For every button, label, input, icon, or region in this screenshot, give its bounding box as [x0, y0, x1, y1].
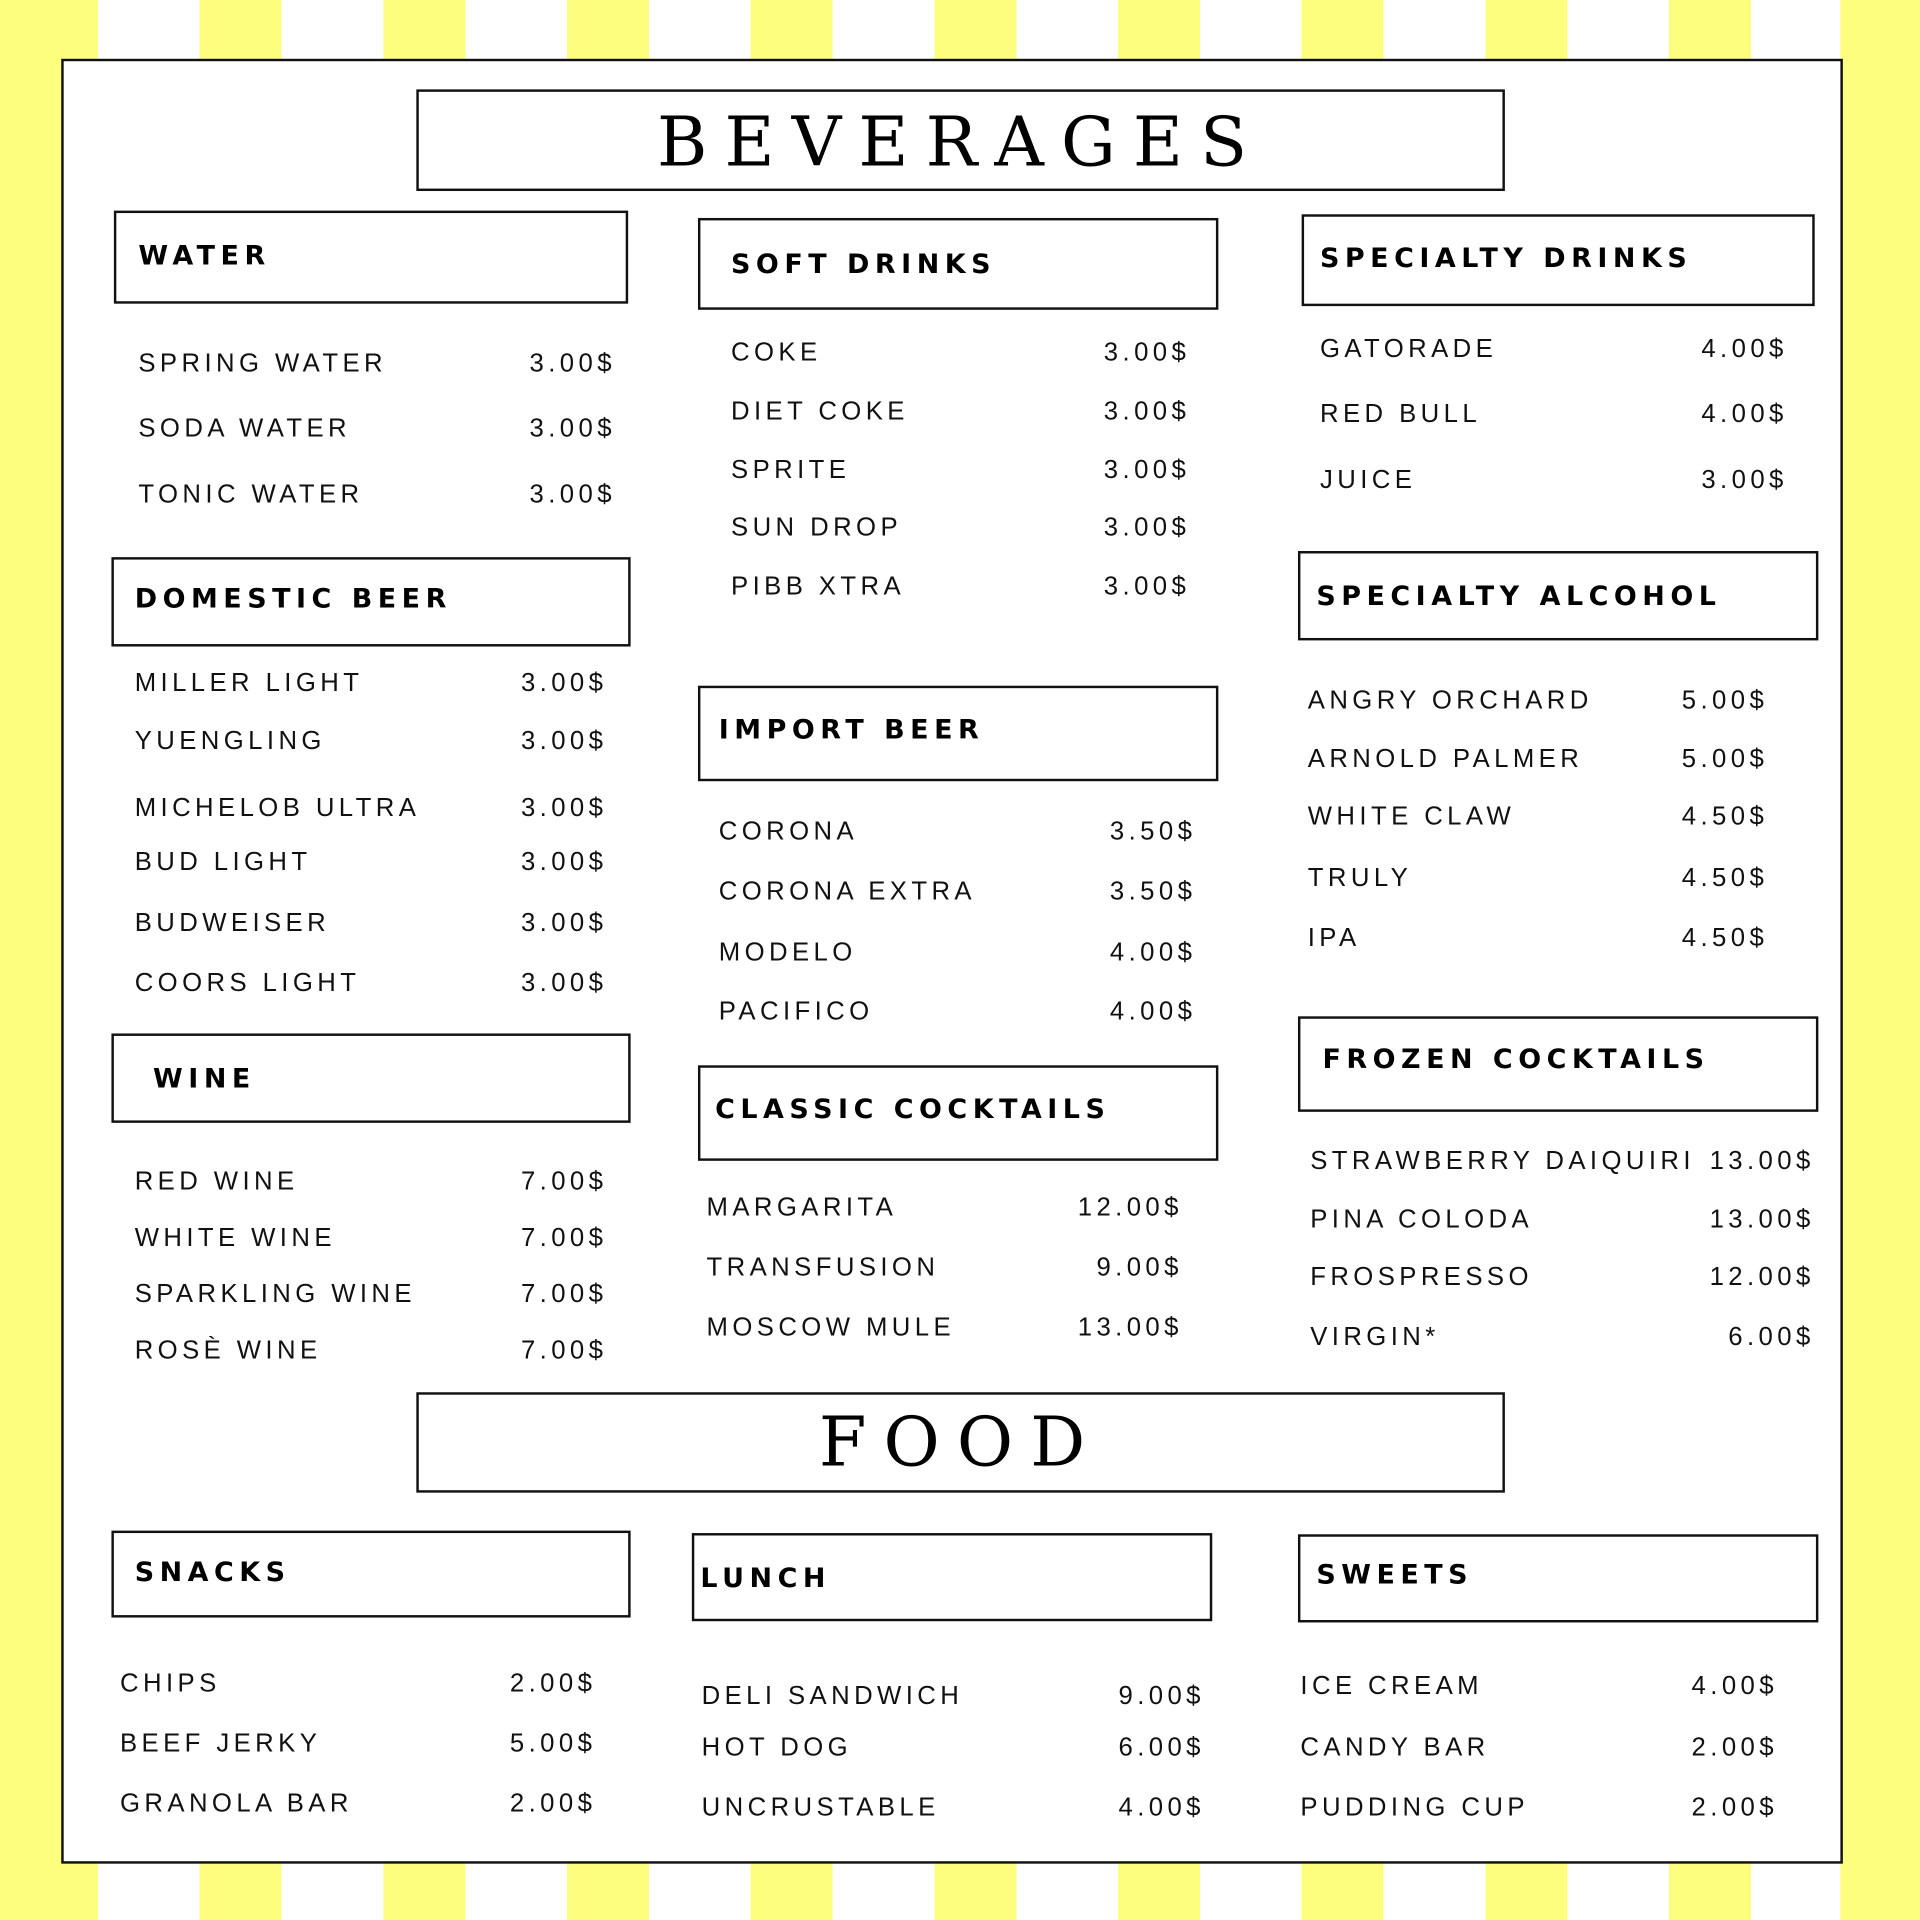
menu-item-price: 3.00$: [529, 349, 616, 378]
section-title: DOMESTIC BEER: [134, 584, 452, 615]
menu-item-name: GATORADE: [1320, 334, 1498, 364]
menu-item-name: ANGRY ORCHARD: [1307, 686, 1593, 715]
menu-item-name: PINA COLODA: [1310, 1205, 1534, 1234]
menu-item-price: 4.00$: [1691, 1672, 1778, 1701]
menu-item-name: CANDY BAR: [1300, 1733, 1490, 1762]
menu-item-name: TONIC WATER: [138, 480, 364, 509]
section-title: LUNCH: [700, 1563, 831, 1595]
menu-item-name: WHITE WINE: [134, 1223, 336, 1253]
menu-item-price: 6.00$: [1728, 1323, 1815, 1352]
menu-item-price: 3.00$: [520, 794, 608, 823]
menu-item-name: SPRING WATER: [138, 349, 387, 378]
menu-item-price: 4.50$: [1681, 802, 1769, 831]
menu-item-price: 3.00$: [1103, 572, 1191, 601]
menu-item-name: BUDWEISER: [134, 909, 331, 938]
section-title: WATER: [138, 241, 271, 272]
left-stripe: [0, 0, 61, 1920]
menu-item-price: 13.00$: [1709, 1146, 1815, 1175]
menu-item-price: 3.00$: [1103, 338, 1191, 367]
menu-item-name: MICHELOB ULTRA: [134, 794, 421, 823]
menu-item-name: ARNOLD PALMER: [1307, 745, 1584, 774]
menu-item-name: JUICE: [1320, 465, 1417, 495]
menu-item-price: 4.00$: [1118, 1793, 1205, 1822]
menu-item-price: 3.00$: [520, 847, 608, 877]
menu-item-name: BEEF JERKY: [120, 1729, 322, 1758]
section-title: SOFT DRINKS: [731, 249, 997, 281]
menu-item-price: 2.00$: [1691, 1733, 1778, 1762]
menu-item-price: 4.50$: [1681, 923, 1769, 953]
section-title: SWEETS: [1316, 1560, 1474, 1591]
menu-item-price: 5.00$: [1681, 686, 1769, 715]
menu-item-price: 4.00$: [1701, 334, 1788, 364]
menu-item-name: BUD LIGHT: [134, 847, 312, 877]
menu-item-price: 2.00$: [1691, 1793, 1778, 1822]
food-title: FOOD: [818, 1403, 1103, 1483]
beverages-title: BEVERAGES: [656, 102, 1265, 183]
menu-item-price: 3.00$: [520, 969, 608, 998]
menu-item-name: MODELO: [718, 938, 857, 967]
menu-item-name: VIRGIN*: [1310, 1323, 1440, 1352]
section-title: CLASSIC COCKTAILS: [715, 1094, 1111, 1126]
menu-item-price: 3.00$: [520, 909, 608, 938]
menu-item-price: 3.00$: [520, 669, 608, 698]
menu-item-price: 3.00$: [529, 480, 616, 509]
menu-item-price: 12.00$: [1709, 1263, 1815, 1292]
menu-item-name: ROSÈ WINE: [134, 1336, 322, 1365]
beverages-header-box: [416, 89, 1505, 191]
menu-item-price: 3.50$: [1109, 817, 1197, 846]
food-header-box: [416, 1392, 1505, 1492]
menu-item-price: 6.00$: [1118, 1733, 1205, 1762]
menu-item-name: CORONA: [718, 817, 859, 846]
menu-item-price: 12.00$: [1077, 1193, 1183, 1222]
menu-item-name: MARGARITA: [706, 1193, 898, 1222]
menu-item-price: 3.00$: [1103, 513, 1191, 542]
menu-item-price: 13.00$: [1077, 1313, 1183, 1342]
menu-item-price: 7.00$: [520, 1336, 608, 1365]
menu-item-name: PACIFICO: [718, 997, 874, 1026]
menu-item-price: 9.00$: [1096, 1253, 1183, 1282]
menu-item-price: 3.00$: [1701, 465, 1788, 495]
menu-item-name: SODA WATER: [138, 414, 352, 443]
menu-item-name: CORONA EXTRA: [718, 877, 976, 906]
menu-item-price: 5.00$: [1681, 745, 1769, 774]
menu-item-name: PIBB XTRA: [731, 572, 906, 601]
menu-item-name: TRANSFUSION: [706, 1253, 940, 1282]
right-stripe: [1840, 0, 1920, 1920]
menu-item-name: SUN DROP: [731, 513, 903, 542]
section-title: SPECIALTY ALCOHOL: [1316, 581, 1722, 613]
section-title: WINE: [153, 1064, 256, 1095]
menu-item-name: YUENGLING: [134, 726, 326, 755]
menu-item-name: SPARKLING WINE: [134, 1280, 416, 1309]
menu-item-price: 4.00$: [1109, 997, 1197, 1026]
menu-item-price: 4.50$: [1681, 863, 1769, 893]
menu-item-name: GRANOLA BAR: [120, 1789, 353, 1818]
menu-item-price: 2.00$: [509, 1669, 597, 1698]
menu-item-price: 13.00$: [1709, 1205, 1815, 1234]
menu-item-price: 9.00$: [1118, 1681, 1205, 1711]
menu-item-name: COKE: [731, 338, 822, 367]
menu-item-name: COORS LIGHT: [134, 969, 361, 998]
menu-item-price: 4.00$: [1701, 399, 1788, 428]
menu-item-name: MOSCOW MULE: [706, 1313, 956, 1342]
menu-item-price: 2.00$: [509, 1789, 597, 1818]
menu-item-price: 7.00$: [520, 1223, 608, 1253]
menu-item-name: RED BULL: [1320, 399, 1482, 428]
menu-item-name: HOT DOG: [701, 1733, 853, 1762]
section-title: IMPORT BEER: [718, 715, 985, 746]
section-title: SNACKS: [134, 1557, 291, 1589]
menu-item-price: 4.00$: [1109, 938, 1197, 967]
menu-item-name: IPA: [1307, 923, 1361, 953]
menu-item-name: WHITE CLAW: [1307, 802, 1516, 831]
menu-item-name: DELI SANDWICH: [701, 1681, 964, 1711]
menu-item-name: FROSPRESSO: [1310, 1263, 1533, 1292]
menu-item-name: ICE CREAM: [1300, 1672, 1483, 1701]
menu-item-name: MILLER LIGHT: [134, 669, 364, 698]
menu-item-name: CHIPS: [120, 1669, 221, 1698]
menu-item-name: RED WINE: [134, 1167, 299, 1196]
menu-item-price: 5.00$: [509, 1729, 597, 1758]
menu-item-price: 3.00$: [1103, 456, 1191, 485]
menu-item-name: UNCRUSTABLE: [701, 1793, 940, 1822]
menu-item-price: 3.00$: [1103, 397, 1191, 426]
menu-item-name: PUDDING CUP: [1300, 1793, 1529, 1822]
menu-item-price: 3.00$: [529, 414, 616, 443]
menu-item-price: 7.00$: [520, 1167, 608, 1196]
menu-item-price: 3.00$: [520, 726, 608, 755]
menu-item-name: SPRITE: [731, 456, 851, 485]
menu-item-price: 3.50$: [1109, 877, 1197, 906]
section-title: SPECIALTY DRINKS: [1320, 243, 1693, 275]
menu-item-name: STRAWBERRY DAIQUIRI: [1310, 1146, 1695, 1175]
menu-item-price: 7.00$: [520, 1280, 608, 1309]
menu-item-name: DIET COKE: [731, 397, 909, 426]
section-title: FROZEN COCKTAILS: [1322, 1044, 1710, 1076]
menu-item-name: TRULY: [1307, 863, 1413, 893]
